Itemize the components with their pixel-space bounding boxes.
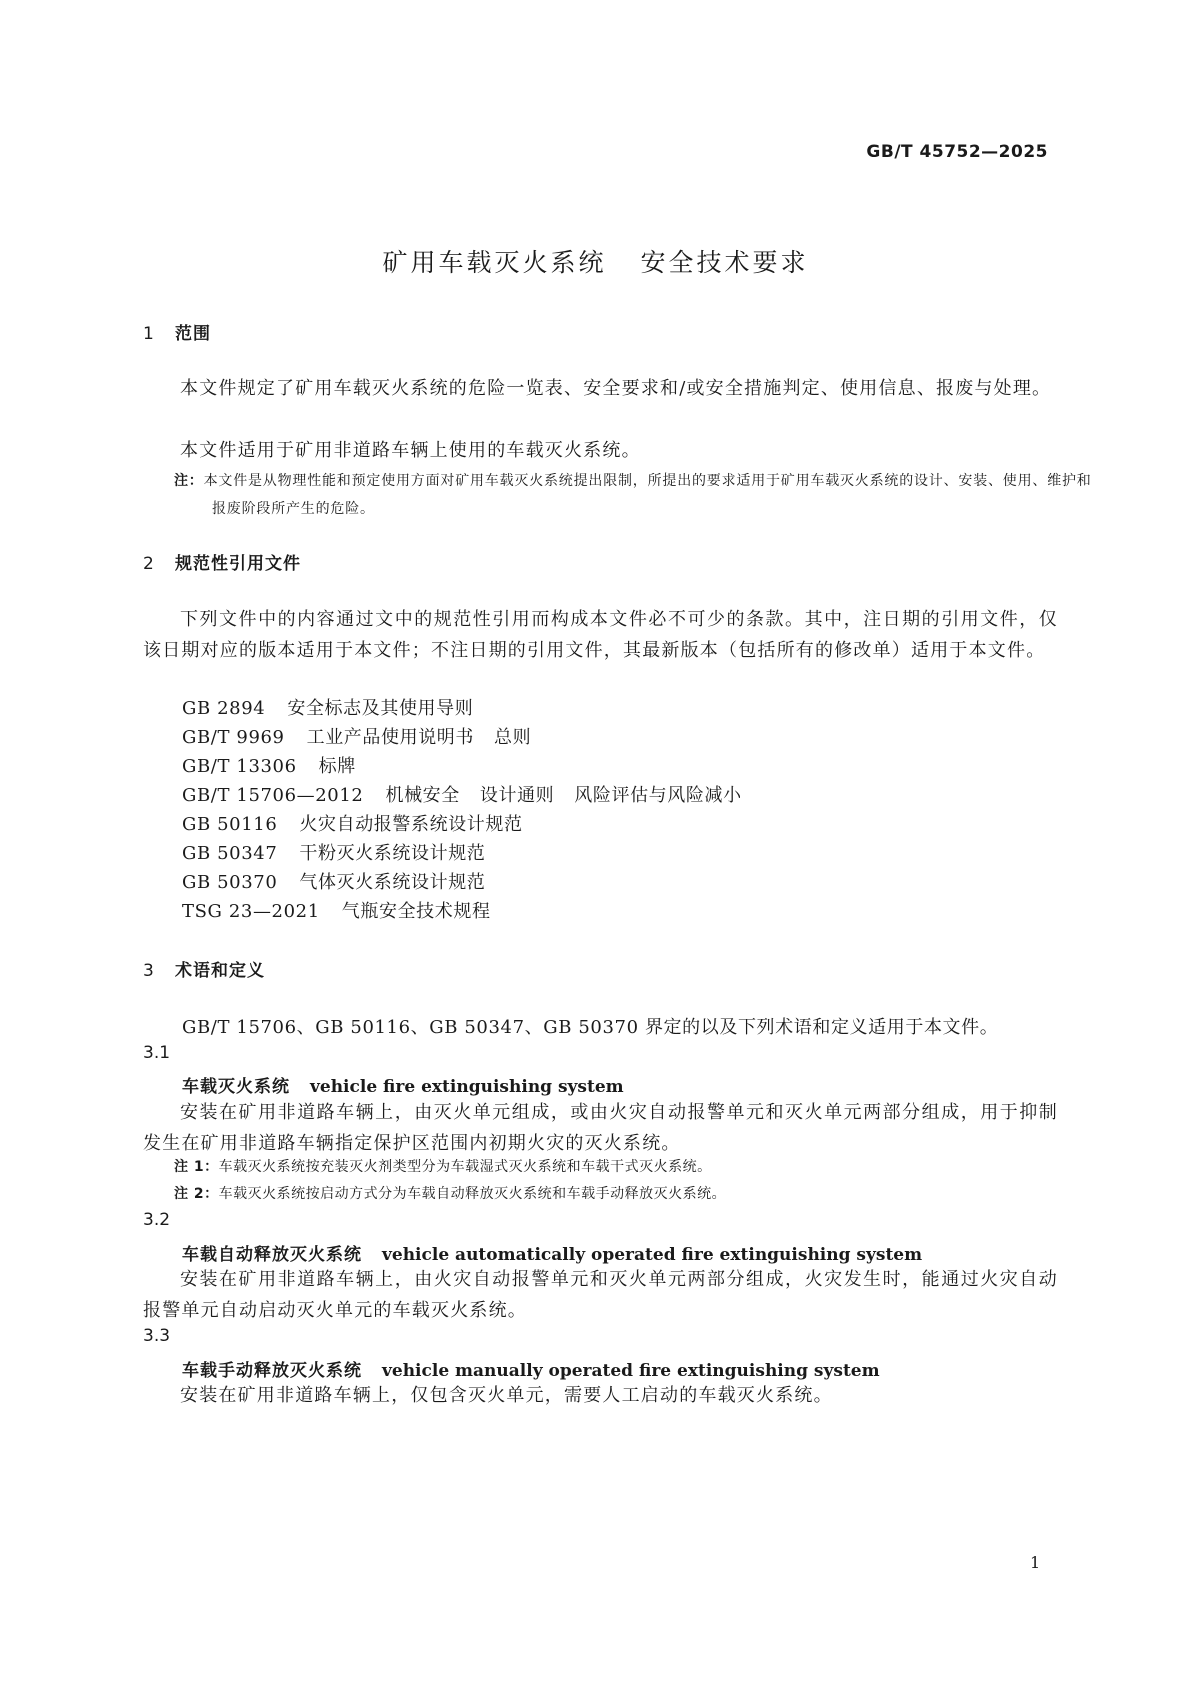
- note-label: 注 1：: [174, 1159, 219, 1175]
- reference-title-part3: 风险评估与风险减小: [574, 785, 742, 806]
- note-label: 注 2：: [174, 1186, 219, 1202]
- reference-title: 工业产品使用说明书: [306, 727, 475, 748]
- term-heading: [182, 1072, 624, 1097]
- scope-note: [174, 467, 1096, 523]
- clause-number: 3.2: [143, 1210, 171, 1230]
- reference-code: GB 50116: [182, 814, 278, 835]
- term-en: vehicle automatically operated fire extinguishing system: [382, 1245, 923, 1265]
- term-definition: 安装在矿用非道路车辆上，由火灾自动报警单元和灭火单元两部分组成，火灾发生时，能通过火灾自动报警单元自动启动灭火单元的车载灭火系统。: [143, 1269, 1058, 1321]
- note-label: 注：: [174, 473, 204, 489]
- section-number: 2: [143, 554, 155, 574]
- reference-code: GB 50347: [182, 843, 278, 864]
- reference-title-part2: 设计通则: [479, 785, 555, 806]
- term-zh: 车载灭火系统: [182, 1077, 290, 1097]
- title-part2: 安全技术要求: [640, 248, 809, 277]
- document-title: [0, 243, 1191, 279]
- section-number: 1: [143, 324, 155, 344]
- scope-paragraph-2: 本文件适用于矿用非道路车辆上使用的车载灭火系统。: [180, 440, 641, 461]
- section-2-heading: [143, 549, 301, 574]
- note-text: 本文件是从物理性能和预定使用方面对矿用车载灭火系统提出限制，所提出的要求适用于矿用车载灭火系统的设计、安装、使用、维护和报废阶段所产生的危险。: [203, 473, 1092, 517]
- reference-title: 气瓶安全技术规程: [341, 901, 491, 922]
- standard-number: GB/T 45752—2025: [866, 142, 1048, 162]
- term-zh: 车载手动释放灭火系统: [182, 1361, 362, 1381]
- section-title: 术语和定义: [175, 961, 265, 981]
- reference-item: [182, 694, 473, 720]
- term-heading: [182, 1356, 880, 1381]
- clause-number: 3.3: [143, 1326, 171, 1346]
- references-paragraph: 下列文件中的内容通过文中的规范性引用而构成本文件必不可少的条款。其中，注日期的引用文件，仅该日期对应的版本适用于本文件；不注日期的引用文件，其最新版本（包括所有的修改单）适用于本文件。: [143, 609, 1058, 661]
- reference-code: GB 50370: [182, 872, 278, 893]
- section-number: 3: [143, 961, 155, 981]
- term-note: [174, 1156, 712, 1176]
- note-text: 车载灭火系统按充装灭火剂类型分为车载湿式灭火系统和车载干式灭火系统。: [218, 1159, 712, 1175]
- reference-code: GB/T 9969: [182, 727, 285, 748]
- reference-item: [182, 897, 491, 923]
- term-en: vehicle fire extinguishing system: [310, 1077, 624, 1097]
- section-title: 规范性引用文件: [175, 554, 301, 574]
- term-heading: [182, 1240, 922, 1265]
- page-number: 1: [1030, 1553, 1041, 1572]
- reference-title: 气体灭火系统设计规范: [299, 872, 486, 893]
- term-definition: 安装在矿用非道路车辆上，由灭火单元组成，或由火灾自动报警单元和灭火单元两部分组成，用于抑制发生在矿用非道路车辆指定保护区范围内初期火灾的灭火系统。: [143, 1102, 1058, 1154]
- reference-title: 火灾自动报警系统设计规范: [299, 814, 523, 835]
- reference-item: [182, 868, 485, 894]
- reference-title: 安全标志及其使用导则: [287, 698, 474, 719]
- reference-code: TSG 23—2021: [182, 901, 320, 922]
- reference-item: [182, 781, 742, 807]
- terms-intro: GB/T 15706、GB 50116、GB 50347、GB 50370 界定的以及下列术语和定义适用于本文件。: [182, 1017, 999, 1038]
- clause-number: 3.1: [143, 1043, 171, 1063]
- reference-item: [182, 723, 531, 749]
- reference-title: 标牌: [318, 756, 356, 777]
- term-zh: 车载自动释放灭火系统: [182, 1245, 362, 1265]
- note-text: 车载灭火系统按启动方式分为车载自动释放灭火系统和车载手动释放灭火系统。: [218, 1186, 727, 1202]
- reference-item: [182, 839, 485, 865]
- term-en: vehicle manually operated fire extinguishing system: [382, 1361, 880, 1381]
- reference-title: 干粉灭火系统设计规范: [299, 843, 486, 864]
- section-3-heading: [143, 956, 265, 981]
- reference-code: GB 2894: [182, 698, 266, 719]
- reference-item: [182, 810, 523, 836]
- reference-title: 机械安全: [385, 785, 460, 806]
- reference-code: GB/T 13306: [182, 756, 297, 777]
- section-title: 范围: [175, 324, 211, 344]
- reference-code: GB/T 15706—2012: [182, 785, 364, 806]
- scope-paragraph-1: 本文件规定了矿用车载灭火系统的危险一览表、安全要求和/或安全措施判定、使用信息、报废与处理。: [180, 378, 1052, 399]
- title-part1: 矿用车载灭火系统: [382, 248, 607, 277]
- reference-item: [182, 752, 356, 778]
- term-definition: 安装在矿用非道路车辆上，仅包含灭火单元，需要人工启动的车载灭火系统。: [180, 1385, 833, 1406]
- term-note: [174, 1183, 726, 1203]
- reference-title-part2: 总则: [494, 727, 532, 748]
- section-1-heading: [143, 319, 211, 344]
